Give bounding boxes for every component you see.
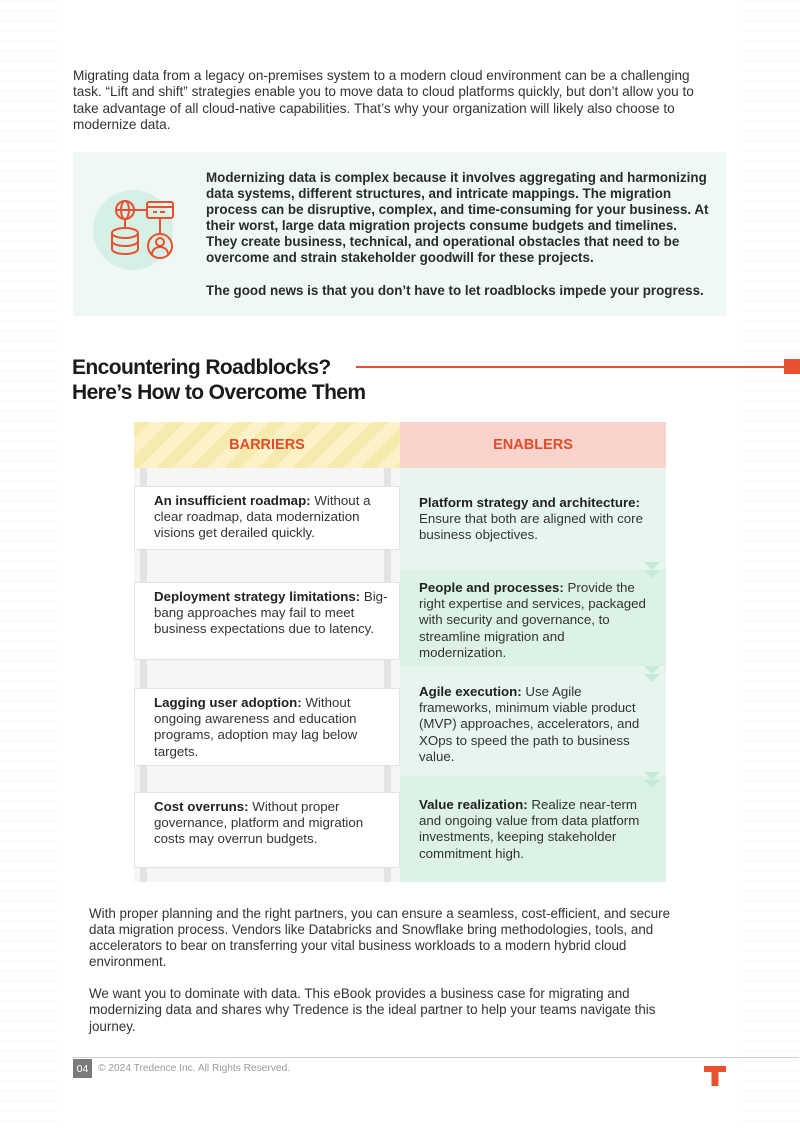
- barrier-card: [134, 792, 400, 868]
- intro-paragraph: Migrating data from a legacy on-premises system to a modern cloud environment can be a challenging task. “Lift and shift” strategies enable you to move data to cloud platforms quickly, but don’t allow you to take advantage of all cloud-native capabilities. That’s why your organization will likely also choose to modernize data.: [73, 68, 694, 133]
- chevron-down-icon: [644, 666, 660, 686]
- barrier-text: Without ongoing awareness and education programs, adoption may lag below targets.: [154, 695, 358, 759]
- title-rule: [356, 366, 786, 368]
- enabler-text: Ensure that both are aligned with core business objectives.: [419, 511, 643, 543]
- title-accent-square: [784, 359, 800, 374]
- enabler-card: [400, 797, 666, 862]
- section-title: [72, 355, 365, 405]
- enabler-card: [400, 684, 666, 765]
- barrier-text: Without proper governance, platform and migration costs may overrun budgets.: [154, 799, 364, 847]
- barrier-card: [134, 582, 400, 660]
- closing-paragraph-2: We want you to dominate with data. This eBook provides a business case for migrating and modernizing data and shares why Tredence is the ideal partner to help your teams navigate this journey.: [89, 986, 656, 1034]
- enabler-card: [400, 580, 666, 661]
- background-stripes-left: [0, 0, 60, 1130]
- barrier-title: Deployment strategy limitations:: [154, 589, 361, 604]
- barrier-title: An insufficient roadmap:: [154, 493, 311, 508]
- enabler-text: Realize near-term and ongoing value from data platform investments, keeping stakeholder commitment high.: [419, 797, 640, 861]
- barrier-card: [134, 486, 400, 550]
- barrier-card: [134, 688, 400, 766]
- callout-paragraph-1: Modernizing data is complex because it involves aggregating and harmonizing data systems, different structures, and intricate mappings. The migration process can be disruptive, complex, and time-consuming for your business. At their worst, large data migration projects consume budgets and timelines. They create business, technical, and operational obstacles that need to be overcome and strain stakeholder goodwill for these projects.: [206, 170, 709, 266]
- enabler-title: Agile execution:: [419, 684, 522, 699]
- barrier-title: Cost overruns:: [154, 799, 249, 814]
- copyright-text: © 2024 Tredence Inc. All Rights Reserved.: [98, 1063, 291, 1074]
- enabler-text: Provide the right expertise and services, packaged with security and governance, to streamline migration and modernization.: [419, 580, 646, 660]
- barrier-text: Without a clear roadmap, data modernization visions get derailed quickly.: [154, 493, 371, 541]
- callout-paragraph-2: The good news is that you don’t have to let roadblocks impede your progress.: [206, 282, 704, 298]
- section-title-line-2: Here’s How to Overcome Them: [72, 381, 366, 404]
- callout-text: [206, 170, 711, 299]
- barrier-text: Big-bang approaches may fail to meet business expectations due to latency.: [154, 589, 388, 637]
- enabler-title: Platform strategy and architecture:: [419, 495, 640, 510]
- tredence-logo-icon: [703, 1064, 727, 1088]
- closing-paragraph-1: With proper planning and the right partners, you can ensure a seamless, cost-efficient, and secure data migration process. Vendors like Databricks and Snowflake bring methodologies, tools, and accelerators to bear on transferring your vital business workloads to a modern hybrid cloud environment.: [89, 906, 671, 970]
- barriers-enablers-table: [134, 422, 666, 882]
- section-title-line-1: Encountering Roadblocks?: [72, 356, 331, 379]
- closing-text: [89, 906, 699, 1035]
- enabler-title: People and processes:: [419, 580, 564, 595]
- enablers-header: ENABLERS: [400, 422, 666, 468]
- chevron-down-icon: [644, 562, 660, 582]
- background-stripes-right: [740, 0, 800, 1130]
- enabler-title: Value realization:: [419, 797, 528, 812]
- barrier-title: Lagging user adoption:: [154, 695, 302, 710]
- barriers-header: BARRIERS: [134, 422, 400, 468]
- footer-divider: [73, 1057, 799, 1058]
- callout-box: [73, 152, 726, 316]
- chevron-down-icon: [644, 772, 660, 792]
- page-number: 04: [73, 1059, 92, 1078]
- enabler-card: [400, 495, 666, 544]
- enabler-text: Use Agile frameworks, minimum viable product (MVP) approaches, accelerators, and XOps to speed the path to business value.: [419, 684, 640, 764]
- data-migration-icon: [105, 196, 185, 276]
